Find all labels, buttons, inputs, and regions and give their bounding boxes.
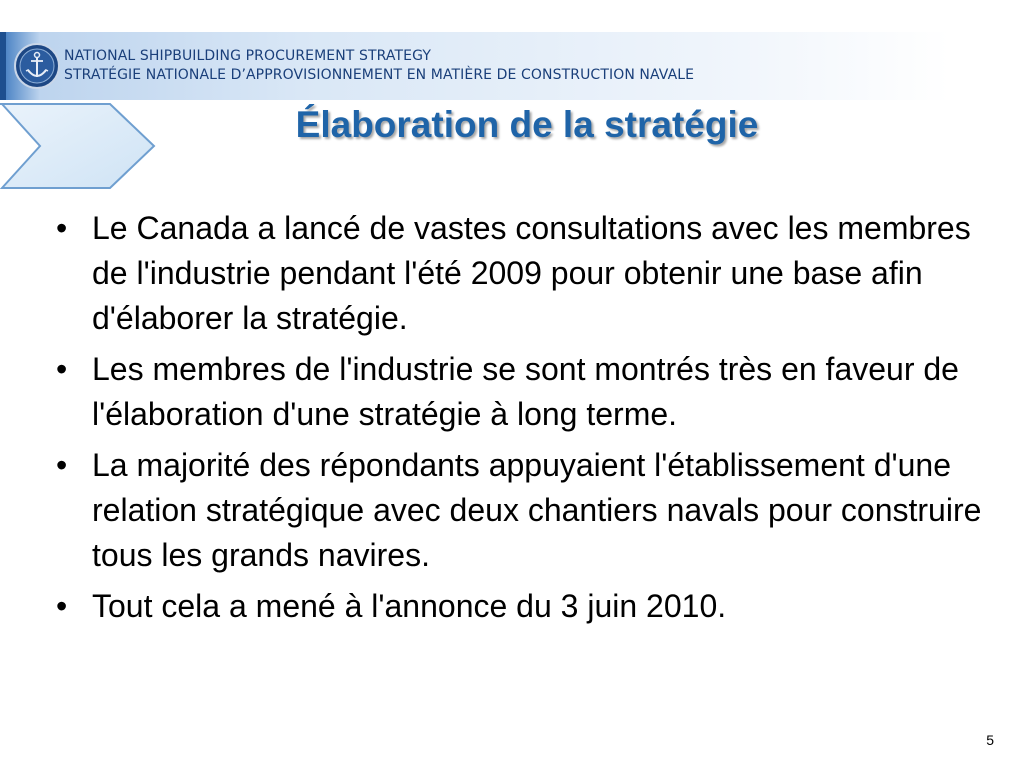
header-line-fr: STRATÉGIE NATIONALE D’APPROVISIONNEMENT EN MATIÈRE DE CONSTRUCTION NAVALE <box>64 67 695 83</box>
bullet-marker: • <box>56 351 68 387</box>
page-number: 5 <box>986 732 994 748</box>
bullet-item <box>46 584 1006 629</box>
header-line-en: NATIONAL SHIPBUILDING PROCUREMENT STRATEGY <box>64 48 431 64</box>
bullet-marker: • <box>56 210 68 246</box>
bullet-list <box>46 206 1006 635</box>
bullet-text: Les membres de l'industrie se sont montrés très en faveur de l'élaboration d'une stratégie à long terme. <box>92 351 959 432</box>
header-banner-edge <box>0 32 6 100</box>
bullet-text: Tout cela a mené à l'annonce du 3 juin 2010. <box>92 588 727 624</box>
bullet-marker: • <box>56 588 68 624</box>
slide-title: Élaboration de la stratégie <box>295 104 759 145</box>
bullet-item <box>46 206 1006 341</box>
bullet-text: La majorité des répondants appuyaient l'établissement d'une relation stratégique avec deux chantiers navals pour construire tous les grands navires. <box>92 447 982 573</box>
header-text <box>64 47 694 85</box>
bullet-item <box>46 443 1006 578</box>
navy-anchor-seal-icon <box>14 40 60 92</box>
bullet-item <box>46 347 1006 437</box>
bullet-text: Le Canada a lancé de vastes consultations avec les membres de l'industrie pendant l'été 2009 pour obtenir une base afin d'élaborer la stratégie. <box>92 210 971 336</box>
bullet-marker: • <box>56 447 68 483</box>
